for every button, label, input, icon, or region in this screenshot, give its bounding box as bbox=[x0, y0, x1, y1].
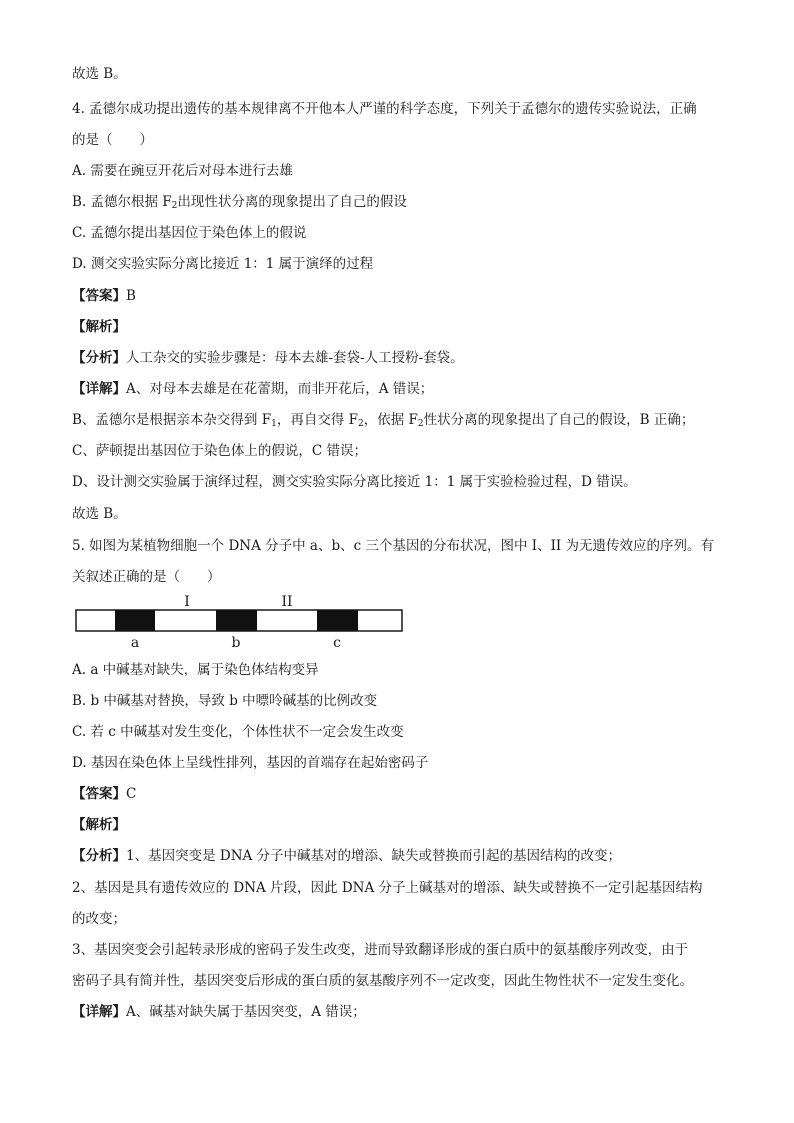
q5-answer: 【答案】C bbox=[72, 786, 137, 802]
q4-option-c: C. 孟德尔提出基因位于染色体上的假说 bbox=[72, 225, 307, 241]
region-label-ii: II bbox=[281, 594, 293, 610]
q4-option-d: D. 测交实验实际分离比接近 1：1 属于演绎的过程 bbox=[72, 256, 374, 272]
q4-detail-d: D、设计测交实验属于演绎过程，测交实验实际分离比接近 1：1 属于实验检验过程，D 错误。 bbox=[72, 474, 637, 490]
q5-option-c: C. 若 c 中碱基对发生变化，个体性状不一定会发生改变 bbox=[72, 724, 404, 740]
q5-analysis-2-cont: 的改变； bbox=[72, 911, 126, 927]
question-4-stem: 4. 孟德尔成功提出遗传的基本规律离不开他本人严谨的科学态度，下列关于孟德尔的遗传实验说法，正确 bbox=[72, 101, 697, 117]
line-1: 故选 B。 bbox=[72, 66, 127, 82]
q4-answer: 【答案】B bbox=[72, 288, 136, 304]
q4-detail-a: 【详解】A、对母本去雄是在花蕾期，而非开花后，A 错误； bbox=[72, 381, 434, 397]
q4-option-b: B. 孟德尔根据 $F_2$出现性状分离的现象提出了自己的假设 bbox=[72, 194, 407, 211]
dna-diagram bbox=[75, 592, 405, 650]
q5-analysis-3: 3、基因突变会引起转录形成的密码子发生改变，进而导致翻译形成的蛋白质中的氨基酸序列改变，由于 bbox=[72, 942, 689, 958]
q4-conclusion: 故选 B。 bbox=[72, 506, 127, 522]
question-5-stem-cont: 关叙述正确的是（ ） bbox=[72, 569, 221, 585]
q4-detail-b: B、孟德尔是根据亲本杂交得到 $F_1$，再自交得 $F_2$，依据 $F_2$性状分离的现象提出了自己的假设，B 正确； bbox=[72, 412, 695, 429]
gene-a-segment bbox=[115, 610, 155, 631]
question-4-stem-cont: 的是（ ） bbox=[72, 132, 153, 148]
q4-analysis-heading: 【解析】 bbox=[72, 319, 126, 335]
q5-analysis-1: 【分析】1、基因突变是 DNA 分子中碱基对的增添、缺失或替换而引起的基因结构的改变； bbox=[72, 848, 622, 864]
q5-analysis-2: 2、基因是具有遗传效应的 DNA 片段，因此 DNA 分子上碱基对的增添、缺失或替换不一定引起基因结构 bbox=[72, 880, 703, 896]
gene-label-c: c bbox=[333, 635, 341, 650]
q5-detail-a: 【详解】A、碱基对缺失属于基因突变，A 错误； bbox=[72, 1004, 366, 1020]
q4-option-a: A. 需要在豌豆开花后对母本进行去雄 bbox=[72, 163, 293, 179]
gene-label-b: b bbox=[231, 635, 241, 650]
gene-b-segment bbox=[216, 610, 257, 631]
q4-detail-c: C、萨顿提出基因位于染色体上的假说，C 错误； bbox=[72, 443, 367, 459]
q4-analysis: 【分析】人工杂交的实验步骤是：母本去雄-套袋-人工授粉-套袋。 bbox=[72, 350, 464, 366]
gene-c-segment bbox=[317, 610, 358, 631]
gene-label-a: a bbox=[130, 635, 140, 650]
q5-option-a: A. a 中碱基对缺失，属于染色体结构变异 bbox=[72, 662, 319, 678]
q5-option-d: D. 基因在染色体上呈线性排列，基因的首端存在起始密码子 bbox=[72, 755, 429, 771]
q5-option-b: B. b 中碱基对替换，导致 b 中嘌呤碱基的比例改变 bbox=[72, 693, 378, 709]
question-5-stem: 5. 如图为某植物细胞一个 DNA 分子中 a、b、c 三个基因的分布状况，图中 I、II 为无遗传效应的序列。有 bbox=[72, 538, 715, 554]
q5-analysis-3-cont: 密码子具有简并性，基因突变后形成的蛋白质的氨基酸序列不一定改变，因此生物性状不一定发生变化。 bbox=[72, 973, 693, 989]
region-label-i: I bbox=[184, 594, 190, 610]
q5-analysis-heading: 【解析】 bbox=[72, 817, 126, 833]
